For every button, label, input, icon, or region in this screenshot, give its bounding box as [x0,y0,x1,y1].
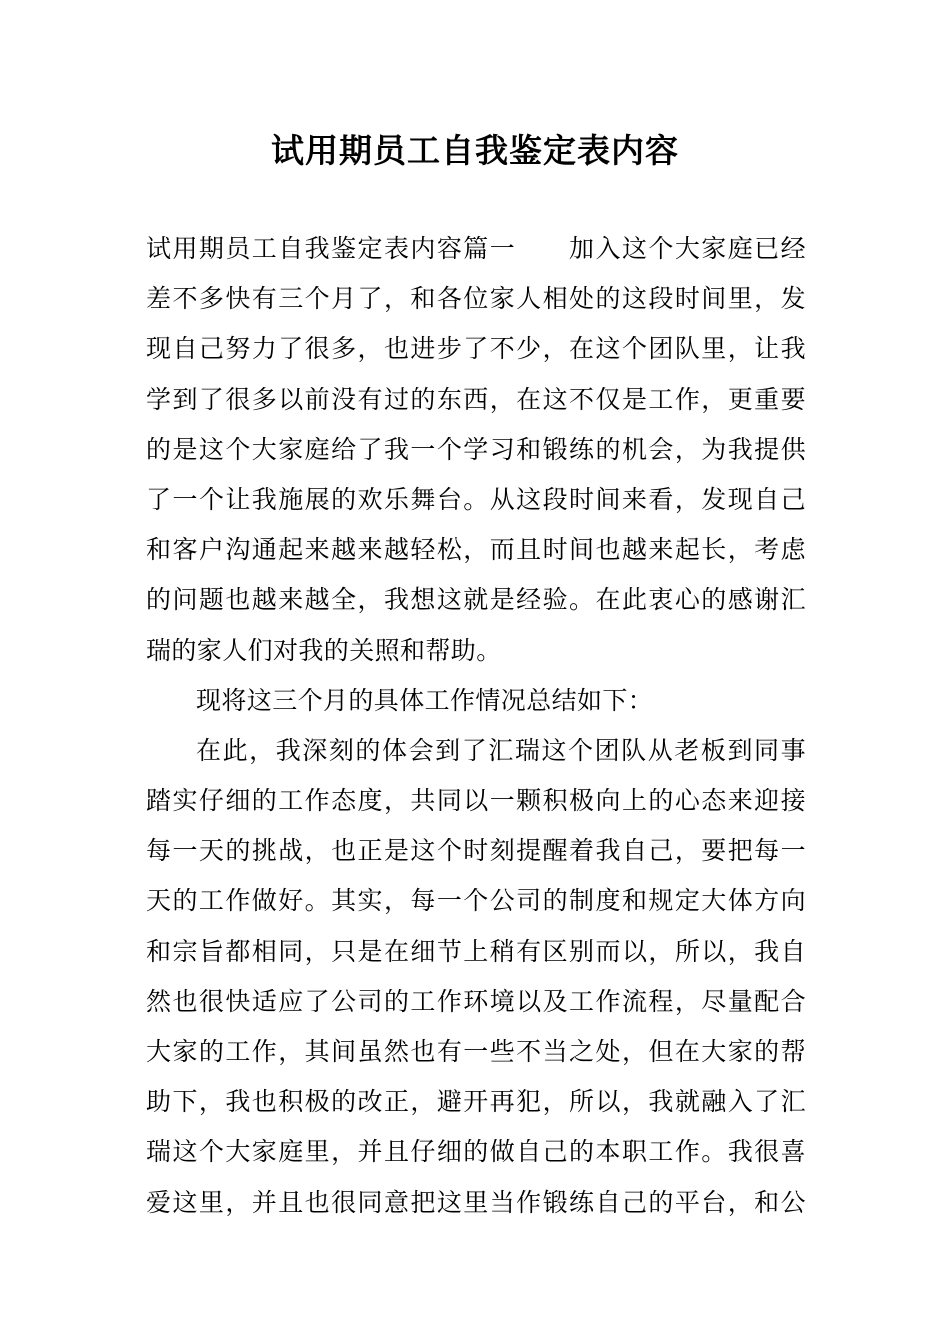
body-line: 踏实仔细的工作态度，共同以一颗积极向上的心态来迎接 [146,786,806,816]
document-title: 试用期员工自我鉴定表内容 [271,131,679,170]
body-line: 大家的工作，其间虽然也有一些不当之处，但在大家的帮 [146,1037,806,1066]
body-line: 瑞的家人们对我的关照和帮助。 [146,635,502,665]
body-line: 的问题也越来越全，我想这就是经验。在此衷心的感谢汇 [146,585,806,615]
body-line: 了一个让我施展的欢乐舞台。从这段时间来看，发现自己 [146,484,806,514]
body-line: 和客户沟通起来越来越轻松，而且时间也越来起长，考虑 [146,535,806,565]
body-line: 差不多快有三个月了，和各位家人相处的这段时间里，发 [146,284,806,314]
body-line: 现自己努力了很多，也进步了不少，在这个团队里，让我 [146,334,806,364]
body-line: 爱这里，并且也很同意把这里当作锻练自己的平台，和公 [146,1187,806,1217]
body-line: 天的工作做好。其实，每一个公司的制度和规定大体方向 [146,886,806,916]
body-line: 现将这三个月的具体工作情况总结如下： [196,685,654,715]
body-line: 瑞这个大家庭里，并且仔细的做自己的本职工作。我很喜 [146,1137,806,1167]
body-line: 然也很快适应了公司的工作环境以及工作流程，尽量配合 [146,986,806,1016]
body-line: 和宗旨都相同，只是在细节上稍有区别而以，所以，我自 [146,936,806,966]
body-line: 的是这个大家庭给了我一个学习和锻练的机会，为我提供 [146,434,806,464]
document-body [146,224,806,1228]
body-line: 在此，我深刻的体会到了汇瑞这个团队从老板到同事 [196,735,806,765]
body-line: 试用期员工自我鉴定表内容篇一 加入这个大家庭已经 [146,234,806,263]
body-line: 助下，我也积极的改正，避开再犯，所以，我就融入了汇 [146,1087,806,1117]
body-line: 学到了很多以前没有过的东西，在这不仅是工作，更重要 [146,384,806,414]
body-line: 每一天的挑战，也正是这个时刻提醒着我自己，要把每一 [146,836,806,866]
